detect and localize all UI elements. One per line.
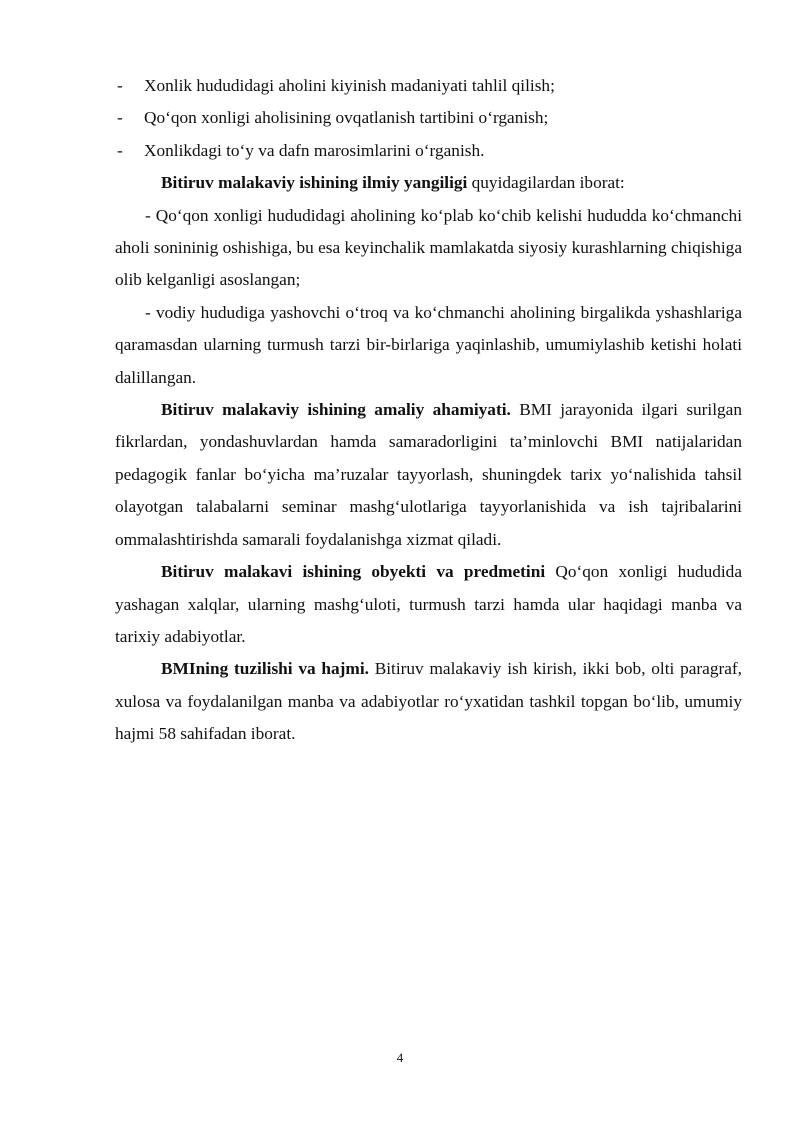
list-dash: - xyxy=(117,76,123,95)
list-dash: - xyxy=(117,140,123,160)
object-heading: Bitiruv malakavi ishining obyekti va predmetini xyxy=(161,562,546,582)
structure-heading: BMIning tuzilishi va hajmi. xyxy=(161,659,369,679)
practical-paragraph xyxy=(115,394,742,556)
novelty-point: - vodiy hududiga yashovchi o‘troq va ko‘chmanchi aholining birgalikda yshashlariga qaramasdan ularning turmush tarzi bir-birlariga yaqinlashib, umumiylashib ketishi holati dalillangan. xyxy=(115,302,742,387)
list-item-text: Qo‘qon xonligi aholisining ovqatlanish tartibini o‘rganish; xyxy=(144,108,549,128)
novelty-heading: Bitiruv malakaviy ishining ilmiy yangiligi xyxy=(161,173,468,193)
novelty-point: - Qo‘qon xonligi hududidagi aholining ko‘plab ko‘chib kelishi hududda ko‘chmanchi aholi sonininig oshishiga, bu esa keyinchalik mamlakatda siyosiy kurashlarning chiqishiga olib kelganligi asoslangan; xyxy=(115,205,742,290)
object-paragraph xyxy=(115,556,742,653)
structure-text: Bitiruv malakaviy ish kirish, ikki bob, olti paragraf, xulosa va foydalanilgan manba va adabiyotlar ro‘yxatidan tashkil topgan bo‘lib, umumiy hajmi 58 sahifadan iborat. xyxy=(115,659,742,744)
list-item-text: Xonlik hududidagi aholini kiyinish madaniyati tahlil qilish; xyxy=(144,76,555,95)
practical-heading: Bitiruv malakaviy ishining amaliy ahamiyati. xyxy=(161,400,511,420)
structure-paragraph xyxy=(115,653,742,750)
list-item xyxy=(115,102,742,134)
list-item-text: Xonlikdagi to‘y va dafn marosimlarini o‘rganish. xyxy=(144,140,485,160)
page-number: 4 xyxy=(396,1050,404,1065)
list-dash: - xyxy=(117,108,123,128)
list-item xyxy=(115,70,742,102)
page-body xyxy=(115,70,742,751)
object-text: Qo‘qon xonligi hududida yashagan xalqlar, ularning mashg‘uloti, turmush tarzi hamda ular haqidagi manba va tarixiy adabiyotlar. xyxy=(115,562,742,646)
list-item xyxy=(115,135,742,167)
novelty-intro: quyidagilardan iborat: xyxy=(467,173,625,193)
novelty-paragraph xyxy=(115,167,742,199)
practical-text: BMI jarayonida ilgari surilgan fikrlardan, yondashuvlardan hamda samaradorligini ta’minlovchi BMI natijalaridan pedagogik fanlar bo‘yicha ma’ruzalar tayyorlash, shuningdek tarix yo‘nalishida tahsil olayotgan talabalarni seminar mashg‘ulotlariga tayyorlanishida va ish tajribalarini ommalashtirishda samarali foydalanishga xizmat qiladi. xyxy=(115,400,742,549)
